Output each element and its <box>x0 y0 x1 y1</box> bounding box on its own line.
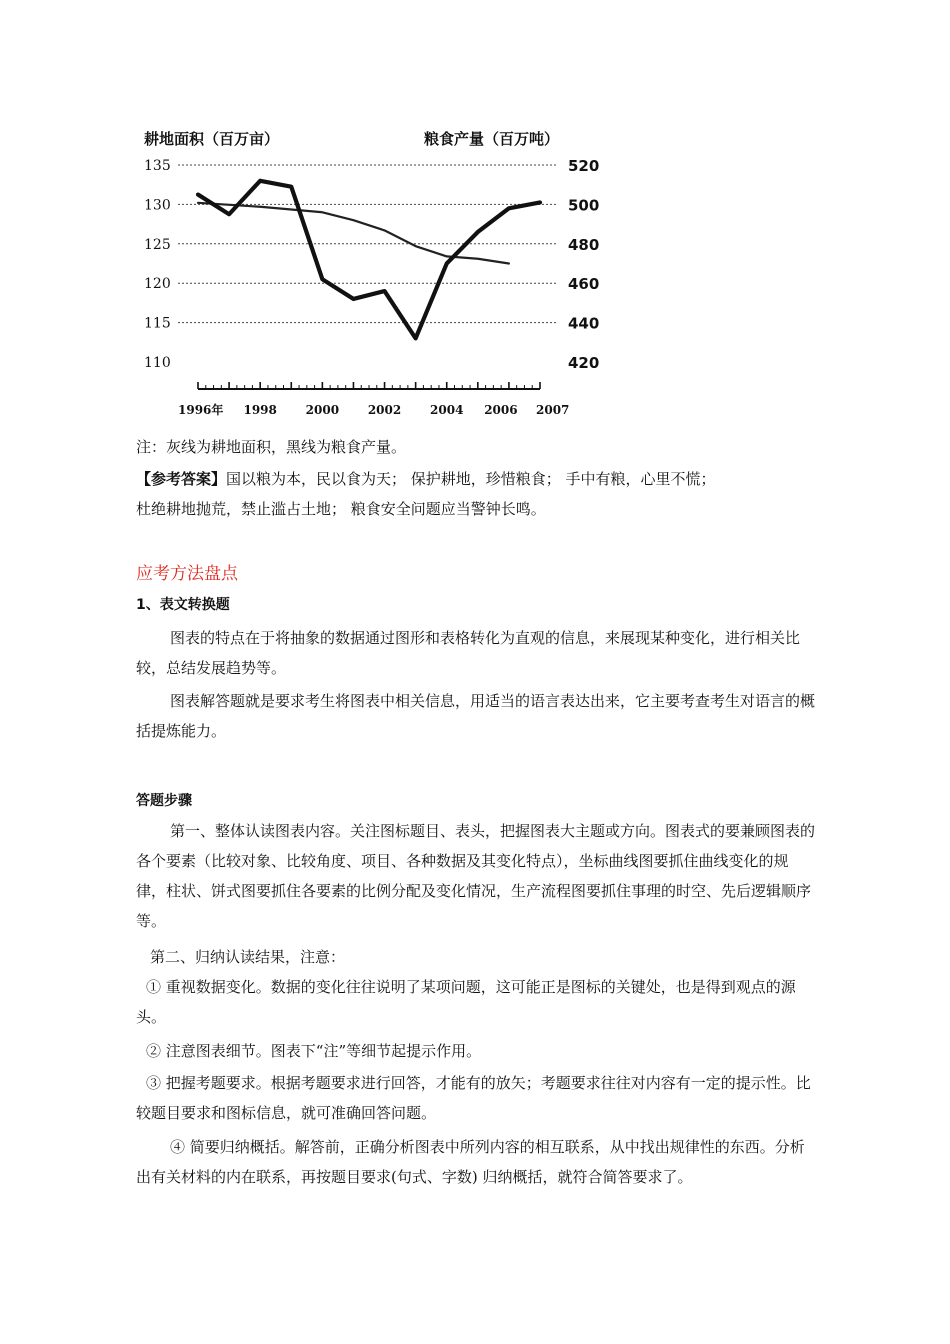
left-tick-label: 115 <box>144 315 171 332</box>
paragraph-2: 图表解答题就是要求考生将图表中相关信息，用适当的语言表达出来，它主要考查考生对语言的概括提炼能力。 <box>136 692 816 740</box>
x-axis <box>178 382 569 417</box>
right-tick-label: 440 <box>568 314 600 333</box>
item-2: ② 注意图表细节。图表下“注”等细节起提示作用。 <box>146 1042 482 1060</box>
right-axis-title: 粮食产量（百万吨） <box>424 130 560 148</box>
subsection-title: 1、表文转换题 <box>136 597 230 613</box>
gridlines <box>178 165 558 323</box>
right-tick-label: 460 <box>568 275 600 294</box>
left-tick-label: 125 <box>144 236 171 253</box>
left-tick-label: 130 <box>144 197 171 214</box>
answer-text-1: 国以粮为本，民以食为天； 保护耕地，珍惜粮食； 手中有粮，心里不慌； <box>226 470 716 488</box>
series-lines <box>198 181 540 339</box>
right-axis-ticks <box>568 157 599 372</box>
answer-line-1 <box>136 464 816 494</box>
answer-line-2: 杜绝耕地抛荒，禁止滥占土地； 粮食安全问题应当警钟长鸣。 <box>136 500 546 518</box>
right-tick-label: 420 <box>568 354 600 372</box>
steps-title: 答题步骤 <box>136 793 192 809</box>
paragraph-1: 图表的特点在于将抽象的数据通过图形和表格转化为直观的信息，来展现某种变化，进行相关比较，总结发展趋势等。 <box>136 629 801 677</box>
chart-svg <box>128 122 600 422</box>
item-3: ③ 把握考题要求。根据考题要求进行回答，才能有的放矢；考题要求往往对内容有一定的提示性。比较题目要求和图标信息，就可准确回答问题。 <box>136 1074 811 1122</box>
x-tick-label: 2004 <box>430 403 464 417</box>
chart-note: 注：灰线为耕地面积，黑线为粮食产量。 <box>136 438 407 456</box>
right-tick-label: 480 <box>568 235 600 254</box>
left-axis-title: 耕地面积（百万亩） <box>144 130 280 148</box>
x-tick-label: 2007 <box>536 403 570 417</box>
x-tick-label: 1998 <box>243 403 277 417</box>
right-tick-label: 500 <box>568 196 600 215</box>
x-tick-label: 2002 <box>367 403 402 417</box>
x-tick-label: 2006 <box>484 403 518 417</box>
item-1: ① 重视数据变化。数据的变化往往说明了某项问题，这可能正是图标的关键处，也是得到观点的源头。 <box>136 978 796 1026</box>
left-tick-label: 110 <box>144 355 171 371</box>
step-1: 第一、整体认读图表内容。关注图标题目、表头，把握图表大主题或方向。图表式的要兼顾图表的各个要素（比较对象、比较角度、项目、各种数据及其变化特点），坐标曲线图要抓住曲线变化的规律，柱状、饼式图要抓住各要素的比例分配及变化情况，生产流程图要抓住事理的时空、先后逻辑顺序等。 <box>136 822 816 930</box>
left-tick-label: 120 <box>144 276 171 293</box>
step-2: 第二、归纳认读结果，注意： <box>150 948 346 966</box>
item-4: ④ 简要归纳概括。解答前，正确分析图表中所列内容的相互联系，从中找出规律性的东西。分析出有关材料的内在联系，再按题目要求(句式、字数) 归纳概括，就符合简答要求了。 <box>136 1138 805 1186</box>
left-axis-ticks <box>144 158 171 371</box>
section-title: 应考方法盘点 <box>136 564 238 584</box>
line-chart <box>128 122 600 422</box>
left-tick-label: 135 <box>144 158 171 174</box>
answer-label: 【参考答案】 <box>136 470 227 488</box>
series-line-farmland <box>198 203 509 264</box>
right-tick-label: 520 <box>568 157 600 175</box>
x-tick-label: 1996年 <box>178 403 224 417</box>
x-tick-label: 2000 <box>305 403 340 417</box>
